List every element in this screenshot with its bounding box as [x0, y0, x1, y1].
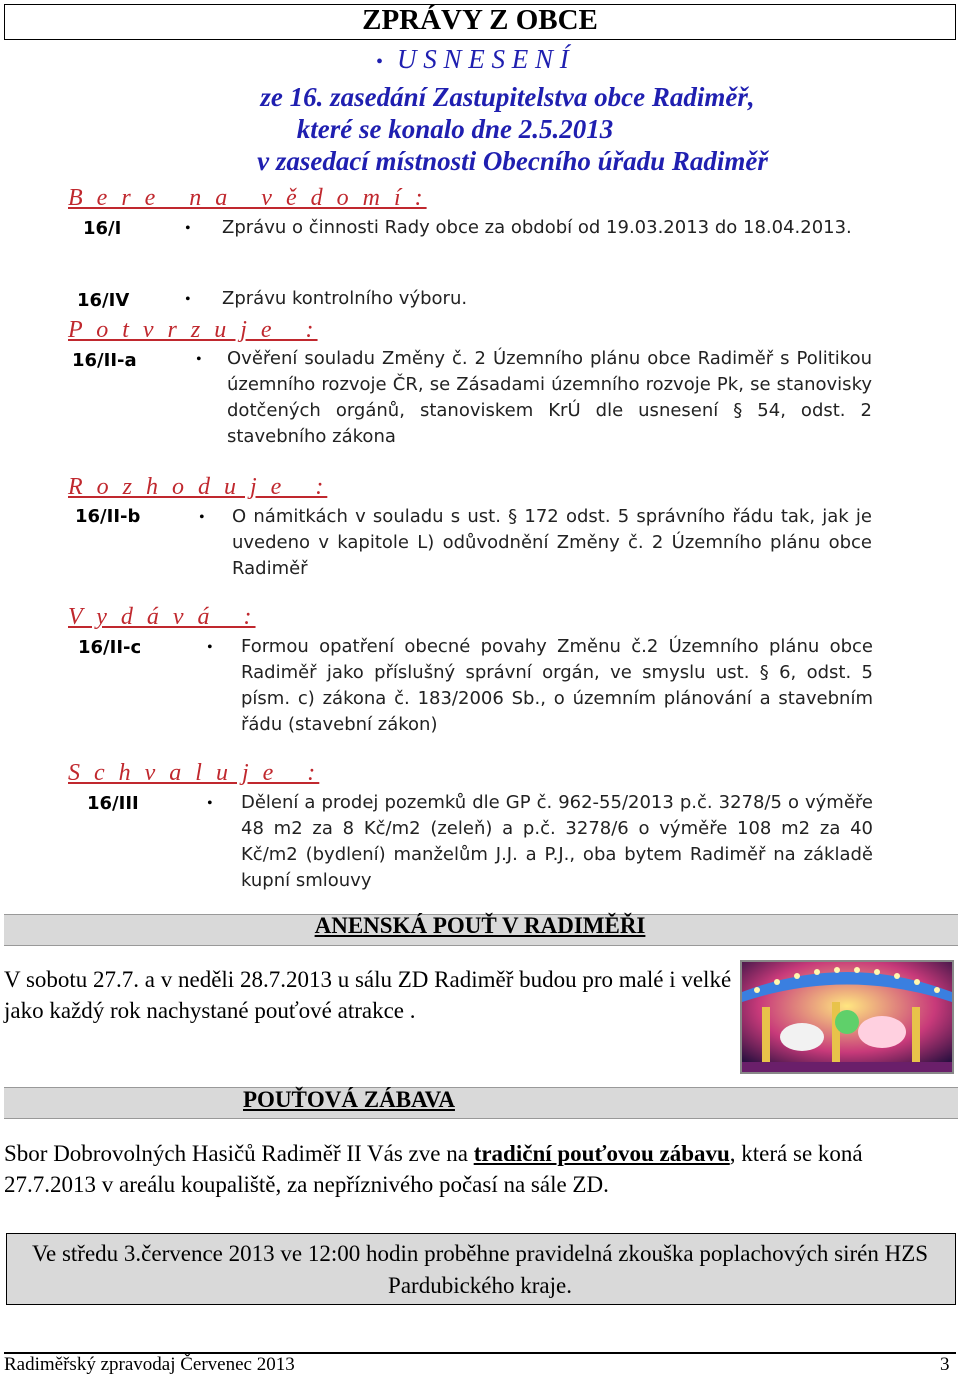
- section-heading-schvaluje: S c h v a l u j e :: [68, 760, 320, 786]
- zabava-heading: POUŤOVÁ ZÁBAVA: [243, 1087, 455, 1112]
- bullet-icon: •: [199, 509, 205, 526]
- item-text: Dělení a prodej pozemků dle GP č. 962-55/2013 p.č. 3278/5 o výměře 48 m2 za 8 Kč/m2 (zeleň) a p.č. 3278/6 o výměře 108 m2 za 40 Kč/m2 (bydlení) manželům J.J. a P.J., oba bytem Radiměř na základě kupní smlouvy: [241, 792, 873, 891]
- zabava-text-part: Sbor Dobrovolných Hasičů Radiměř II Vás zve na: [4, 1141, 474, 1166]
- item-number: 16/II-a: [72, 350, 137, 371]
- zabava-band: [4, 1087, 958, 1119]
- item-text: O námitkách v souladu s ust. § 172 odst. 5 správního řádu tak, jak je uvedeno v kapitole L) odůvodnění Změny č. 2 Územního plánu obce Radiměř: [232, 506, 872, 579]
- item-text: Zprávu o činnosti Rady obce za období od 19.03.2013 do 18.04.2013.: [222, 217, 852, 238]
- footer-title: Radiměřský zpravodaj Červenec 2013: [4, 1354, 295, 1375]
- bullet-icon: •: [196, 351, 202, 368]
- item-number: 16/II-c: [78, 637, 142, 658]
- section-heading-bere: B e r e n a v ě d o m í :: [68, 185, 427, 211]
- session-line-2: které se konalo dne 2.5.2013: [296, 114, 614, 144]
- bullet-icon: •: [207, 639, 213, 656]
- item-text: Formou opatření obecné povahy Změnu č.2 Územního plánu obce Radiměř jako příslušný správní orgán, ve smyslu ust. § 6, odst. 5 písm. c) zákona č. 183/2006 Sb., o územním plánování a stavebním řádu (stavební zákon): [241, 636, 873, 735]
- session-line-3: v zasedací místnosti Obecního úřadu Radiměř: [257, 146, 768, 176]
- item-text: Ověření souladu Změny č. 2 Územního plánu obce Radiměř s Politikou územního rozvoje ČR, se Zásadami územního rozvoje Pk, se stanovisky dotčených orgánů, stanoviskem KrÚ dle usnesení § 54, odst. 2 stavebního zákona: [227, 348, 872, 447]
- carousel-illustration: [742, 962, 952, 1072]
- usneseni-text: U S N E S E N Í: [397, 44, 569, 74]
- item-number: 16/IV: [77, 290, 130, 311]
- section-heading-potvrzuje: P o t v r z u j e :: [68, 317, 318, 343]
- session-line-1: ze 16. zasedání Zastupitelstva obce Radiměř,: [260, 82, 755, 112]
- item-number: 16/II-b: [75, 506, 141, 527]
- bullet-icon: •: [207, 795, 213, 812]
- zabava-text-part: , která se koná 27.7.2013 v areálu koupaliště, za nepříznivého počasí na sále ZD.: [4, 1141, 863, 1197]
- section-heading-rozhoduje: R o z h o d u j e :: [68, 474, 328, 500]
- usneseni-heading: [376, 44, 569, 75]
- zabava-text: [4, 1138, 959, 1200]
- item-number: 16/I: [83, 218, 122, 239]
- bullet-icon: •: [185, 291, 191, 308]
- item-number: 16/III: [87, 793, 139, 814]
- page-number: 3: [940, 1354, 950, 1375]
- section-heading-vydava: V y d á v á :: [68, 604, 256, 630]
- carousel-photo: [740, 960, 954, 1074]
- anenska-heading: ANENSKÁ POUŤ V RADIMĚŘI: [314, 913, 646, 938]
- item-text: Zprávu kontrolního výboru.: [222, 288, 468, 309]
- sirens-text: Ve středu 3.července 2013 ve 12:00 hodin proběhne pravidelná zkouška poplachových sirén HZS Pardubického kraje.: [31, 1241, 929, 1298]
- bullet-icon: •: [376, 51, 384, 73]
- bullet-icon: •: [185, 220, 191, 237]
- zabava-highlight: tradiční pouťovou zábavu: [473, 1141, 730, 1166]
- anenska-text: V sobotu 27.7. a v neděli 28.7.2013 u sálu ZD Radiměř budou pro malé i velké jako každý rok nachystané pouťové atrakce .: [4, 967, 732, 1023]
- page-title: ZPRÁVY Z OBCE: [362, 4, 598, 36]
